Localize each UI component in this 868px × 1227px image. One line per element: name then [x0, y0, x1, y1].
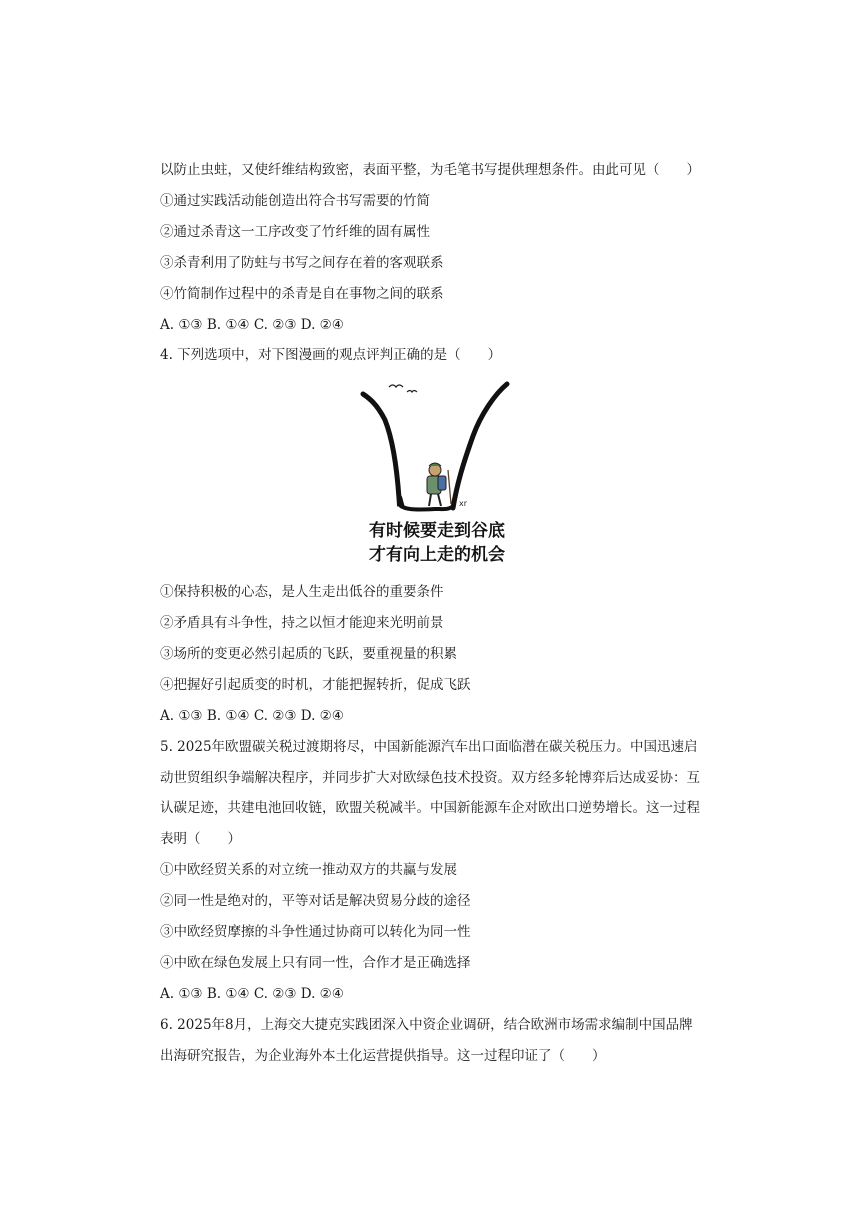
bird-icon [389, 385, 403, 387]
q5-option-1: ①中欧经贸关系的对立统一推动双方的共赢与发展 [160, 862, 457, 878]
q5-option-4: ④中欧在绿色发展上只有同一性，合作才是正确选择 [160, 955, 471, 971]
valley-right-wall [453, 384, 507, 508]
comic-caption-line-2: 才有向上走的机会 [369, 545, 505, 565]
q5-option-2: ②同一性是绝对的，平等对话是解决贸易分歧的途径 [160, 893, 471, 909]
q5-stem-line-4: 表明（ ） [160, 831, 241, 847]
comic-caption-line-1: 有时候要走到谷底 [369, 521, 505, 541]
q3-stem-tail: 以防止虫蛀，又使纤维结构致密，表面平整，为毛笔书写提供理想条件。由此可见（ ） [160, 162, 700, 178]
q5-option-3: ③中欧经贸摩擦的斗争性通过协商可以转化为同一性 [160, 924, 471, 940]
q6-stem-line-2: 出海研究报告，为企业海外本土化运营提供指导。这一过程印证了（ ） [160, 1048, 606, 1064]
q6-stem-line-1: 6. 2025年8月，上海交大捷克实践团深入中资企业调研，结合欧洲市场需求编制中国品牌 [160, 1017, 693, 1033]
q3-answer-choices: A. ①③ B. ①④ C. ②③ D. ②④ [160, 317, 344, 333]
q5-stem-line-1: 5. 2025年欧盟碳关税过渡期将尽，中国新能源汽车出口面临潜在碳关税压力。中国迅速启 [160, 739, 698, 755]
q4-stem: 4. 下列选项中，对下图漫画的观点评判正确的是（ ） [160, 347, 502, 363]
valley-floor [399, 504, 453, 509]
q4-option-2: ②矛盾具有斗争性，持之以恒才能迎来光明前景 [160, 615, 444, 631]
hiker-figure [427, 463, 451, 506]
bird-icon [407, 391, 417, 393]
q4-option-4: ④把握好引起质变的时机，才能把握转折，促成飞跃 [160, 677, 471, 693]
comic-signature: xr [459, 499, 468, 508]
q4-option-1: ①保持积极的心态，是人生走出低谷的重要条件 [160, 584, 444, 600]
q4-answer-choices: A. ①③ B. ①④ C. ②③ D. ②④ [160, 708, 344, 724]
q4-option-3: ③场所的变更必然引起质的飞跃，要重视量的积累 [160, 646, 457, 662]
q3-option-2: ②通过杀青这一工序改变了竹纤维的固有属性 [160, 224, 430, 240]
valley-left-wall [363, 394, 402, 506]
q5-stem-line-3: 认碳足迹，共建电池回收链，欧盟关税减半。中国新能源车企对欧出口逆势增长。这一过程 [160, 800, 700, 816]
q3-option-1: ①通过实践活动能创造出符合书写需要的竹简 [160, 193, 430, 209]
q3-option-4: ④竹简制作过程中的杀青是自在事物之间的联系 [160, 286, 444, 302]
q5-answer-choices: A. ①③ B. ①④ C. ②③ D. ②④ [160, 986, 344, 1002]
q5-stem-line-2: 动世贸组织争端解决程序，并同步扩大对欧绿色技术投资。双方经多轮博弈后达成妥协：互 [160, 770, 700, 786]
q3-option-3: ③杀青利用了防蛀与书写之间存在着的客观联系 [160, 255, 444, 271]
